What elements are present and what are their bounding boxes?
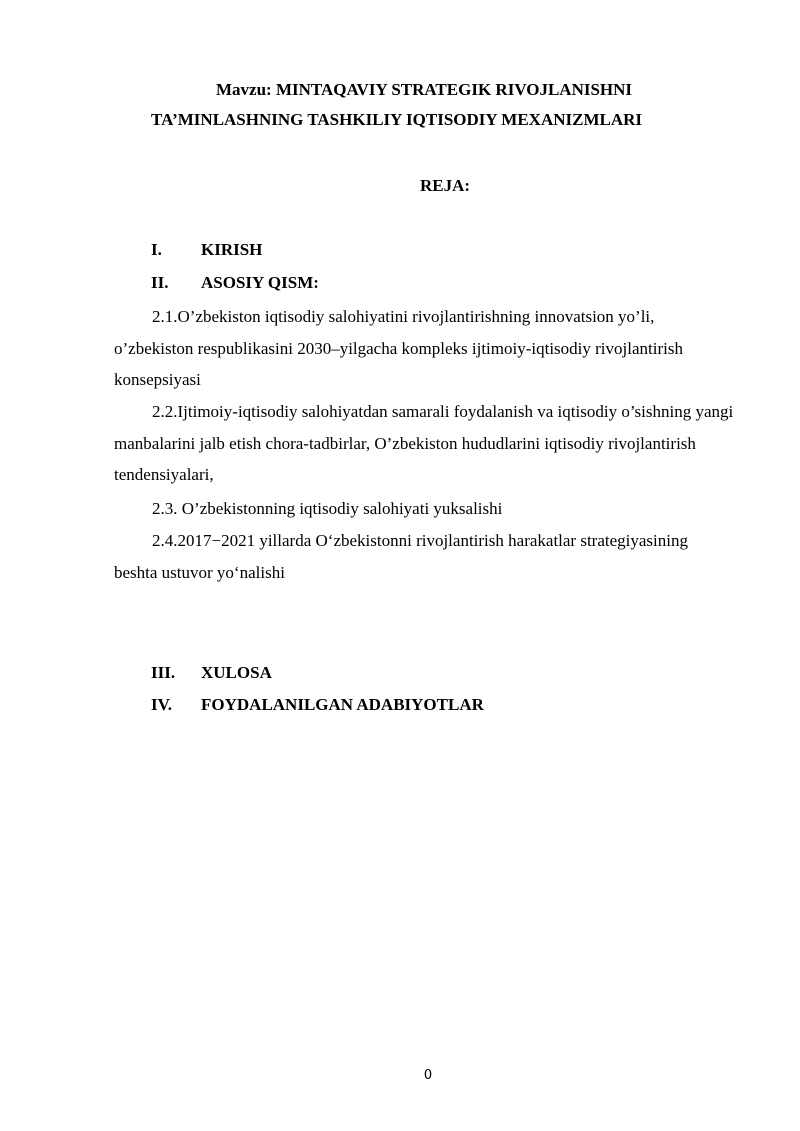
section-label: XULOSA: [201, 663, 272, 682]
section-item-kirish: [151, 240, 262, 260]
section-label: ASOSIY QISM:: [201, 273, 319, 292]
section-item-asosiy-qism: [151, 273, 319, 293]
section-number: IV.: [151, 695, 172, 714]
page-number: 0: [423, 1068, 433, 1083]
subsection-2-4: 2.4.2017−2021 yillarda O‘zbekistonni rivojlantirish harakatlar strategiyasining beshta ustuvor yo‘nalishi: [114, 531, 688, 582]
plan-heading: REJA:: [420, 176, 471, 195]
subsection-2-2: 2.2.Ijtimoiy-iqtisodiy salohiyatdan samarali foydalanish va iqtisodiy o’sishning yangi manbalarini jalb etish chora-tadbirlar, O’zbekiston hududlarini iqtisodiy rivojlantirish tendensiyalari,: [114, 402, 734, 484]
subsection-2-3: 2.3. O’zbekistonning iqtisodiy salohiyati yuksalishi: [152, 499, 503, 518]
section-number: II.: [151, 273, 169, 292]
section-item-xulosa: [151, 663, 272, 683]
section-label: KIRISH: [201, 240, 263, 259]
title-line-1: Mavzu: MINTAQAVIY STRATEGIK RIVOJLANISHNI: [216, 80, 633, 99]
subsection-2-1: 2.1.O’zbekiston iqtisodiy salohiyatini rivojlantirishning innovatsion yo’li, o’zbekiston respublikasini 2030–yilgacha kompleks ijtimoiy-iqtisodiy rivojlantirish konsepsiyasi: [114, 307, 683, 389]
section-number: III.: [151, 663, 176, 682]
section-item-adabiyotlar: [151, 695, 484, 715]
section-number: I.: [151, 240, 162, 259]
title-line-2: TA’MINLASHNING TASHKILIY IQTISODIY MEXANIZMLARI: [151, 110, 643, 129]
section-label: FOYDALANILGAN ADABIYOTLAR: [201, 695, 484, 714]
